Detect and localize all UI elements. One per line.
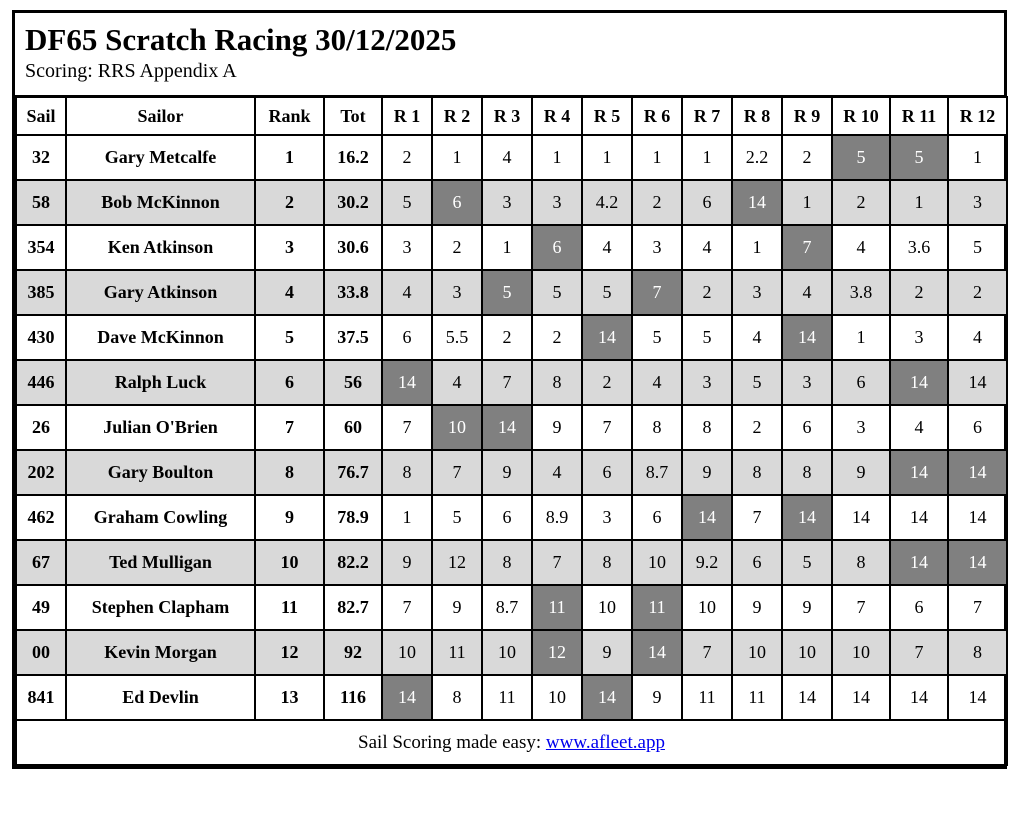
- race-cell: 1: [482, 225, 532, 270]
- race-cell: 14: [582, 675, 632, 720]
- table-row: [16, 585, 1007, 630]
- race-cell: 3.8: [832, 270, 890, 315]
- race-cell: 11: [682, 675, 732, 720]
- rank-cell: 5: [255, 315, 324, 360]
- results-table: [15, 96, 1008, 766]
- race-cell: 5: [582, 270, 632, 315]
- tot-cell: 30.6: [324, 225, 382, 270]
- race-cell: 1: [532, 135, 582, 180]
- race-cell: 2: [890, 270, 948, 315]
- table-row: [16, 405, 1007, 450]
- race-cell: 7: [832, 585, 890, 630]
- column-header: Tot: [324, 97, 382, 135]
- race-cell: 4: [732, 315, 782, 360]
- sailor-cell: Graham Cowling: [66, 495, 255, 540]
- tot-cell: 116: [324, 675, 382, 720]
- column-header: R 9: [782, 97, 832, 135]
- race-cell: 3: [732, 270, 782, 315]
- race-cell: 10: [532, 675, 582, 720]
- race-cell: 9: [532, 405, 582, 450]
- tot-cell: 76.7: [324, 450, 382, 495]
- race-cell: 1: [732, 225, 782, 270]
- race-cell: 3: [432, 270, 482, 315]
- race-cell: 1: [682, 135, 732, 180]
- race-cell: 14: [382, 675, 432, 720]
- race-cell: 10: [632, 540, 682, 585]
- race-cell: 7: [382, 585, 432, 630]
- footer-text: Sail Scoring made easy:: [358, 731, 546, 753]
- race-cell: 4: [532, 450, 582, 495]
- table-row: [16, 225, 1007, 270]
- race-cell: 14: [382, 360, 432, 405]
- race-cell: 3: [682, 360, 732, 405]
- column-header: R 7: [682, 97, 732, 135]
- race-cell: 14: [782, 675, 832, 720]
- race-cell: 2: [782, 135, 832, 180]
- race-cell: 7: [432, 450, 482, 495]
- race-cell: 8: [832, 540, 890, 585]
- race-cell: 1: [890, 180, 948, 225]
- race-cell: 2: [382, 135, 432, 180]
- sailor-cell: Ken Atkinson: [66, 225, 255, 270]
- race-cell: 7: [632, 270, 682, 315]
- race-cell: 5: [532, 270, 582, 315]
- sail-cell: 430: [16, 315, 66, 360]
- column-header: R 4: [532, 97, 582, 135]
- race-cell: 10: [832, 630, 890, 675]
- race-cell: 10: [432, 405, 482, 450]
- sail-cell: 58: [16, 180, 66, 225]
- race-cell: 1: [948, 135, 1007, 180]
- race-cell: 14: [782, 315, 832, 360]
- race-cell: 11: [432, 630, 482, 675]
- sail-cell: 446: [16, 360, 66, 405]
- sailor-cell: Kevin Morgan: [66, 630, 255, 675]
- race-cell: 1: [432, 135, 482, 180]
- race-cell: 7: [948, 585, 1007, 630]
- race-cell: 11: [732, 675, 782, 720]
- race-cell: 14: [890, 540, 948, 585]
- race-cell: 2.2: [732, 135, 782, 180]
- race-cell: 1: [782, 180, 832, 225]
- race-cell: 2: [632, 180, 682, 225]
- race-cell: 9: [832, 450, 890, 495]
- tot-cell: 92: [324, 630, 382, 675]
- sailor-cell: Ed Devlin: [66, 675, 255, 720]
- race-cell: 3: [948, 180, 1007, 225]
- race-cell: 6: [482, 495, 532, 540]
- sailor-cell: Julian O'Brien: [66, 405, 255, 450]
- race-cell: 9: [582, 630, 632, 675]
- sail-cell: 00: [16, 630, 66, 675]
- race-cell: 14: [782, 495, 832, 540]
- race-cell: 6: [532, 225, 582, 270]
- column-header: R 1: [382, 97, 432, 135]
- tot-cell: 37.5: [324, 315, 382, 360]
- race-cell: 14: [732, 180, 782, 225]
- race-cell: 5: [382, 180, 432, 225]
- tot-cell: 33.8: [324, 270, 382, 315]
- table-row: [16, 495, 1007, 540]
- column-header: R 11: [890, 97, 948, 135]
- race-cell: 7: [532, 540, 582, 585]
- race-cell: 2: [532, 315, 582, 360]
- sailor-cell: Gary Boulton: [66, 450, 255, 495]
- sailor-cell: Stephen Clapham: [66, 585, 255, 630]
- sail-cell: 841: [16, 675, 66, 720]
- race-cell: 4: [782, 270, 832, 315]
- race-cell: 9: [382, 540, 432, 585]
- race-cell: 5: [482, 270, 532, 315]
- rank-cell: 2: [255, 180, 324, 225]
- race-cell: 5: [732, 360, 782, 405]
- rank-cell: 6: [255, 360, 324, 405]
- race-cell: 9: [632, 675, 682, 720]
- race-cell: 4: [890, 405, 948, 450]
- race-cell: 7: [782, 225, 832, 270]
- race-cell: 10: [782, 630, 832, 675]
- race-cell: 7: [382, 405, 432, 450]
- race-cell: 6: [782, 405, 832, 450]
- race-cell: 2: [682, 270, 732, 315]
- race-cell: 8: [732, 450, 782, 495]
- race-cell: 14: [890, 495, 948, 540]
- race-cell: 3: [582, 495, 632, 540]
- race-cell: 14: [948, 450, 1007, 495]
- sailor-cell: Gary Metcalfe: [66, 135, 255, 180]
- race-cell: 10: [582, 585, 632, 630]
- rank-cell: 12: [255, 630, 324, 675]
- race-cell: 4: [582, 225, 632, 270]
- table-row: [16, 540, 1007, 585]
- race-cell: 4.2: [582, 180, 632, 225]
- title-block: [15, 13, 1004, 96]
- race-cell: 10: [732, 630, 782, 675]
- race-cell: 5: [948, 225, 1007, 270]
- race-cell: 8: [432, 675, 482, 720]
- race-cell: 1: [832, 315, 890, 360]
- race-cell: 3: [632, 225, 682, 270]
- race-cell: 7: [732, 495, 782, 540]
- race-cell: 2: [482, 315, 532, 360]
- race-cell: 8.9: [532, 495, 582, 540]
- column-header: R 3: [482, 97, 532, 135]
- race-cell: 14: [890, 450, 948, 495]
- race-cell: 6: [832, 360, 890, 405]
- race-cell: 14: [890, 360, 948, 405]
- race-cell: 12: [432, 540, 482, 585]
- race-cell: 6: [382, 315, 432, 360]
- race-cell: 8: [782, 450, 832, 495]
- race-cell: 14: [832, 495, 890, 540]
- race-cell: 2: [732, 405, 782, 450]
- table-row: [16, 135, 1007, 180]
- race-cell: 4: [682, 225, 732, 270]
- race-cell: 9: [432, 585, 482, 630]
- table-row: [16, 360, 1007, 405]
- race-cell: 8: [682, 405, 732, 450]
- sail-cell: 462: [16, 495, 66, 540]
- race-cell: 14: [632, 630, 682, 675]
- rank-cell: 1: [255, 135, 324, 180]
- race-cell: 14: [682, 495, 732, 540]
- race-cell: 6: [682, 180, 732, 225]
- race-cell: 7: [890, 630, 948, 675]
- rank-cell: 10: [255, 540, 324, 585]
- race-cell: 3: [532, 180, 582, 225]
- race-cell: 14: [948, 675, 1007, 720]
- race-cell: 14: [948, 360, 1007, 405]
- race-cell: 4: [632, 360, 682, 405]
- rank-cell: 7: [255, 405, 324, 450]
- race-cell: 4: [432, 360, 482, 405]
- race-cell: 6: [890, 585, 948, 630]
- race-cell: 8.7: [482, 585, 532, 630]
- table-row: [16, 450, 1007, 495]
- race-cell: 3.6: [890, 225, 948, 270]
- race-cell: 1: [632, 135, 682, 180]
- sail-cell: 32: [16, 135, 66, 180]
- results-sheet: [12, 10, 1007, 769]
- race-cell: 14: [890, 675, 948, 720]
- column-header: R 5: [582, 97, 632, 135]
- race-cell: 9.2: [682, 540, 732, 585]
- race-cell: 14: [482, 405, 532, 450]
- race-cell: 14: [582, 315, 632, 360]
- race-cell: 3: [782, 360, 832, 405]
- scoring-subtitle: Scoring: RRS Appendix A: [25, 60, 237, 83]
- race-cell: 6: [732, 540, 782, 585]
- race-cell: 1: [582, 135, 632, 180]
- tot-cell: 82.7: [324, 585, 382, 630]
- tot-cell: 82.2: [324, 540, 382, 585]
- race-cell: 2: [948, 270, 1007, 315]
- race-cell: 8: [582, 540, 632, 585]
- race-cell: 4: [832, 225, 890, 270]
- results-body: [16, 135, 1007, 720]
- race-cell: 9: [682, 450, 732, 495]
- race-cell: 11: [632, 585, 682, 630]
- race-cell: 7: [482, 360, 532, 405]
- column-header: Sail: [16, 97, 66, 135]
- race-cell: 5.5: [432, 315, 482, 360]
- race-cell: 8.7: [632, 450, 682, 495]
- race-cell: 3: [890, 315, 948, 360]
- table-row: [16, 270, 1007, 315]
- race-cell: 9: [732, 585, 782, 630]
- race-cell: 8: [632, 405, 682, 450]
- race-cell: 8: [382, 450, 432, 495]
- race-cell: 12: [532, 630, 582, 675]
- race-cell: 6: [582, 450, 632, 495]
- sail-cell: 67: [16, 540, 66, 585]
- race-cell: 6: [948, 405, 1007, 450]
- race-cell: 5: [432, 495, 482, 540]
- sailor-cell: Dave McKinnon: [66, 315, 255, 360]
- race-cell: 2: [582, 360, 632, 405]
- rank-cell: 9: [255, 495, 324, 540]
- page-title: DF65 Scratch Racing 30/12/2025: [25, 22, 457, 57]
- rank-cell: 13: [255, 675, 324, 720]
- race-cell: 10: [682, 585, 732, 630]
- race-cell: 7: [582, 405, 632, 450]
- race-cell: 4: [382, 270, 432, 315]
- sail-cell: 385: [16, 270, 66, 315]
- race-cell: 11: [532, 585, 582, 630]
- sailor-cell: Ted Mulligan: [66, 540, 255, 585]
- race-cell: 5: [832, 135, 890, 180]
- race-cell: 14: [832, 675, 890, 720]
- race-cell: 8: [532, 360, 582, 405]
- column-header: R 8: [732, 97, 782, 135]
- race-cell: 11: [482, 675, 532, 720]
- tot-cell: 78.9: [324, 495, 382, 540]
- footer-row: [16, 720, 1007, 765]
- race-cell: 3: [382, 225, 432, 270]
- tot-cell: 56: [324, 360, 382, 405]
- column-header: R 6: [632, 97, 682, 135]
- sail-cell: 354: [16, 225, 66, 270]
- race-cell: 4: [482, 135, 532, 180]
- column-header: Rank: [255, 97, 324, 135]
- rank-cell: 4: [255, 270, 324, 315]
- column-header: R 2: [432, 97, 482, 135]
- race-cell: 5: [682, 315, 732, 360]
- sailor-cell: Gary Atkinson: [66, 270, 255, 315]
- race-cell: 14: [948, 495, 1007, 540]
- race-cell: 6: [632, 495, 682, 540]
- rank-cell: 3: [255, 225, 324, 270]
- footer: [16, 720, 1007, 765]
- race-cell: 9: [482, 450, 532, 495]
- race-cell: 5: [890, 135, 948, 180]
- sail-cell: 26: [16, 405, 66, 450]
- race-cell: 3: [482, 180, 532, 225]
- column-header: R 12: [948, 97, 1007, 135]
- rank-cell: 8: [255, 450, 324, 495]
- table-row: [16, 675, 1007, 720]
- race-cell: 8: [482, 540, 532, 585]
- tot-cell: 30.2: [324, 180, 382, 225]
- sail-cell: 202: [16, 450, 66, 495]
- race-cell: 10: [382, 630, 432, 675]
- table-row: [16, 180, 1007, 225]
- race-cell: 7: [682, 630, 732, 675]
- race-cell: 3: [832, 405, 890, 450]
- race-cell: 1: [382, 495, 432, 540]
- race-cell: 8: [948, 630, 1007, 675]
- race-cell: 9: [782, 585, 832, 630]
- race-cell: 14: [948, 540, 1007, 585]
- table-row: [16, 315, 1007, 360]
- column-header: R 10: [832, 97, 890, 135]
- table-row: [16, 630, 1007, 675]
- race-cell: 2: [432, 225, 482, 270]
- afleet-link[interactable]: www.afleet.app: [545, 731, 665, 753]
- header-row: [16, 97, 1007, 135]
- column-header: Sailor: [66, 97, 255, 135]
- race-cell: 6: [432, 180, 482, 225]
- race-cell: 10: [482, 630, 532, 675]
- sailor-cell: Bob McKinnon: [66, 180, 255, 225]
- rank-cell: 11: [255, 585, 324, 630]
- tot-cell: 60: [324, 405, 382, 450]
- race-cell: 5: [632, 315, 682, 360]
- race-cell: 2: [832, 180, 890, 225]
- race-cell: 5: [782, 540, 832, 585]
- sailor-cell: Ralph Luck: [66, 360, 255, 405]
- sail-cell: 49: [16, 585, 66, 630]
- race-cell: 4: [948, 315, 1007, 360]
- tot-cell: 16.2: [324, 135, 382, 180]
